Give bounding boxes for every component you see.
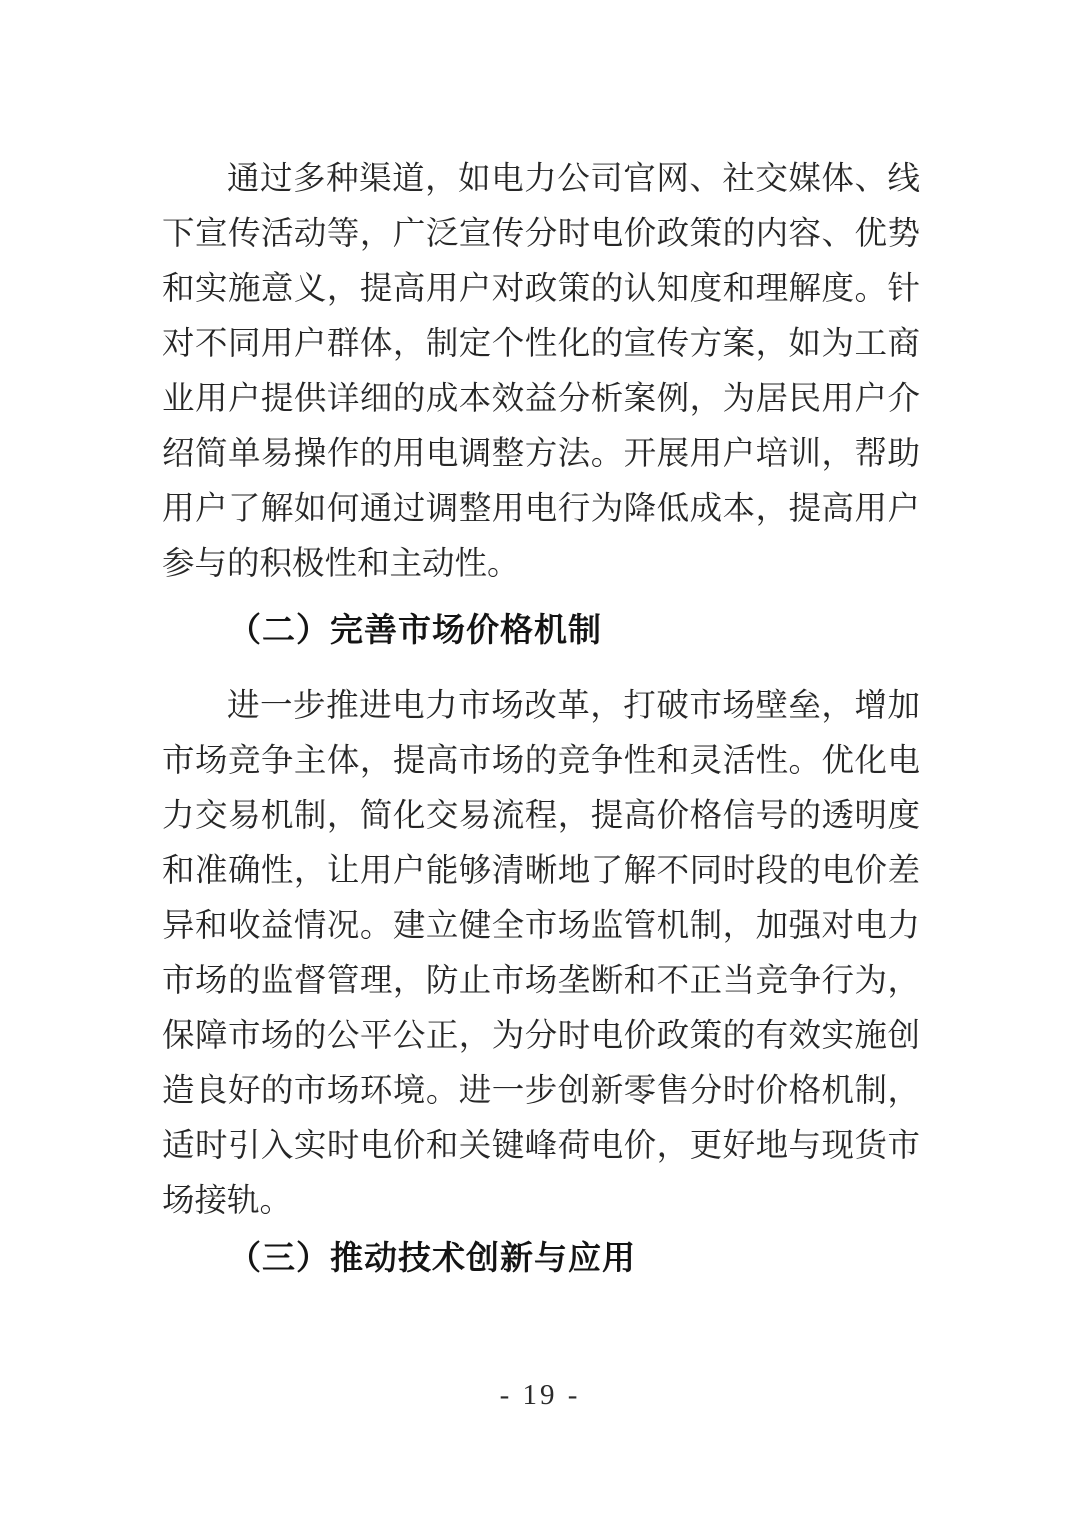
heading-section-2-market-price-mechanism: （二）完善市场价格机制 — [228, 613, 602, 649]
heading-section-3-technology-innovation: （三）推动技术创新与应用 — [228, 1241, 636, 1277]
paragraph-market-reform: 进一步推进电力市场改革，打破市场壁垒，增加市场竞争主体，提高市场的竞争性和灵活性。优化电力交易机制，简化交易流程，提高价格信号的透明度和准确性，让用户能够清晰地了解不同时段的电价差异和收益情况。建立健全市场监管机制，加强对电力市场的监督管理，防止市场垄断和不正当竞争行为，保障市场的公平公正，为分时电价政策的有效实施创造良好的市场环境。进一步创新零售分时价格机制，适时引入实时电价和关键峰荷电价，更好地与现货市场接轨。 — [162, 688, 920, 1219]
page-number: - 19 - — [499, 1379, 581, 1411]
paragraph-publicity-channels: 通过多种渠道，如电力公司官网、社交媒体、线下宣传活动等，广泛宣传分时电价政策的内容、优势和实施意义，提高用户对政策的认知度和理解度。针对不同用户群体，制定个性化的宣传方案，如为工商业用户提供详细的成本效益分析案例，为居民用户介绍简单易操作的用电调整方法。开展用户培训，帮助用户了解如何通过调整用电行为降低成本，提高用户参与的积极性和主动性。 — [162, 161, 920, 582]
